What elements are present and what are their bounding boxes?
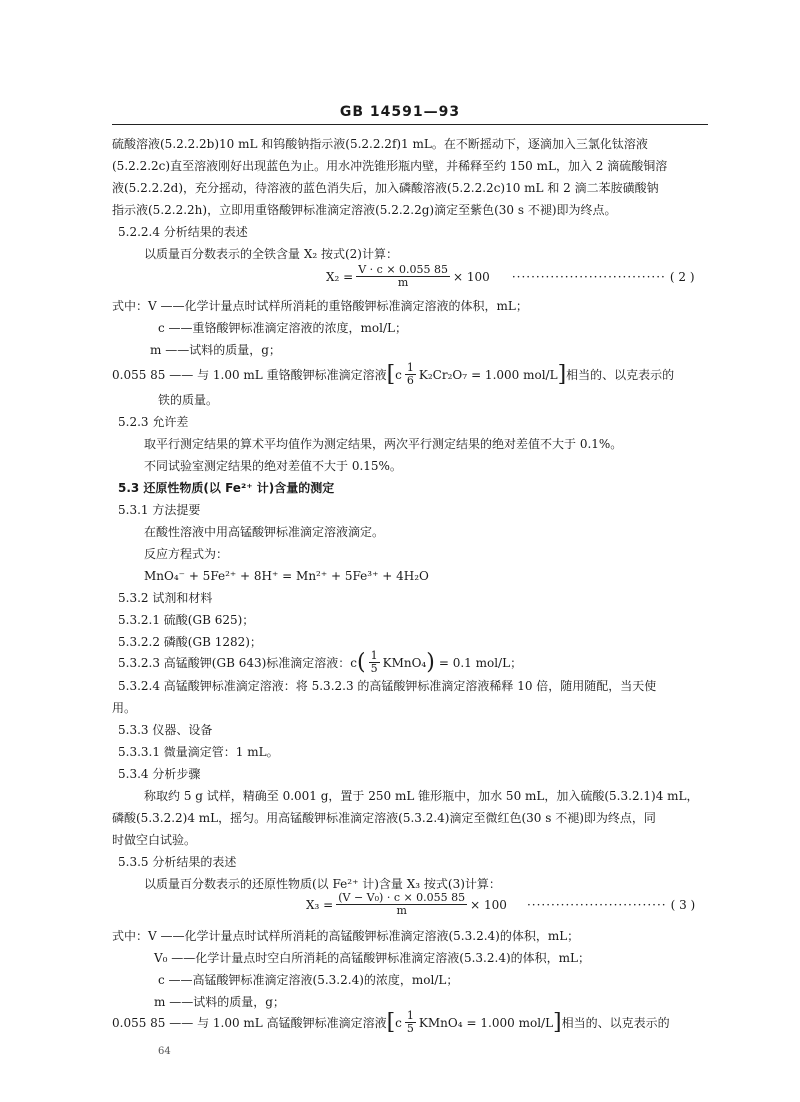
page-header-title: GB 14591—93 bbox=[339, 104, 461, 120]
equation-denominator: m bbox=[397, 276, 409, 289]
para-line: (5.2.2.2c)直至溶液刚好出现蓝色为止。用水冲洗锥形瓶内壁，并稀释至约 150 mL，加入 2 滴硫酸铜溶 bbox=[112, 159, 668, 173]
constant-text-tail: 相当的、以克表示的 bbox=[566, 368, 675, 382]
fraction bbox=[405, 1010, 416, 1035]
equation-lhs: X₂ = bbox=[326, 269, 354, 284]
chemical-formula: K₂Cr₂O₇ bbox=[418, 367, 468, 382]
bracket-open: ( bbox=[357, 649, 366, 675]
concentration-value: = 0.1 mol/L； bbox=[438, 656, 523, 670]
bracket-close: ] bbox=[553, 1009, 562, 1035]
constant-text: 0.055 85 —— 与 1.00 mL 高锰酸钾标准滴定溶液 bbox=[112, 1016, 387, 1030]
equation-3 bbox=[306, 892, 695, 917]
para-line: 不同试验室测定结果的绝对差值不大于 0.15%。 bbox=[144, 459, 402, 473]
list-item-5-3-2-3 bbox=[118, 650, 522, 675]
list-item: 5.3.2.1 硫酸(GB 625)； bbox=[118, 613, 255, 627]
para-line: 称取约 5 g 试样，精确至 0.001 g，置于 250 mL 锥形瓶中，加水 50 mL，加入硫酸(5.3.2.1)4 mL， bbox=[144, 789, 699, 803]
constant-definition bbox=[112, 362, 674, 387]
variable-definition: V₀ ——化学计量点时空白所消耗的高锰酸钾标准滴定溶液(5.3.2.4)的体积，mL； bbox=[154, 951, 590, 965]
concentration-value: = 1.000 mol/L bbox=[466, 1015, 554, 1030]
variable-definition: c ——高锰酸钾标准滴定溶液(5.3.2.4)的浓度，mol/L； bbox=[158, 973, 459, 987]
section-intro: 以质量百分数表示的还原性物质(以 Fe²⁺ 计)含量 X₃ 按式(3)计算： bbox=[144, 877, 501, 891]
header-rule bbox=[112, 124, 708, 125]
para-line: 硫酸溶液(5.2.2.2b)10 mL 和钨酸钠指示液(5.2.2.2f)1 mL。在不断摇动下，逐滴加入三氯化钛溶液 bbox=[112, 137, 648, 151]
equation-lhs: X₃ = bbox=[306, 897, 334, 912]
constant-text-tail: 相当的、以克表示的 bbox=[561, 1016, 670, 1030]
variable-definition: m ——试料的质量，g； bbox=[150, 343, 281, 357]
concentration-symbol: c bbox=[395, 1015, 402, 1030]
equation-fraction bbox=[356, 264, 450, 289]
bracket-close: ) bbox=[426, 649, 435, 675]
equation-numerator: (V − V₀) · c × 0.055 85 bbox=[338, 891, 466, 904]
para-line: 指示液(5.2.2.2h)，立即用重铬酸钾标准滴定溶液(5.2.2.2g)滴定至紫色(30 s 不褪)即为终点。 bbox=[112, 203, 617, 217]
para-line: 反应方程式为： bbox=[144, 547, 229, 561]
section-heading-5-3-5: 5.3.5 分析结果的表述 bbox=[118, 855, 237, 869]
equation-number: ( 3 ) bbox=[670, 897, 696, 912]
leader-dots: ····························· bbox=[526, 897, 667, 912]
fraction-numerator: 1 bbox=[406, 1009, 414, 1022]
section-heading-5-2-2-4: 5.2.2.4 分析结果的表述 bbox=[118, 225, 248, 239]
reaction-equation: MnO₄⁻ + 5Fe²⁺ + 8H⁺ = Mn²⁺ + 5Fe³⁺ + 4H₂O bbox=[144, 569, 429, 583]
section-heading-5-2-3: 5.2.3 允许差 bbox=[118, 415, 189, 429]
section-heading-5-3: 5.3 还原性物质(以 Fe²⁺ 计)含量的测定 bbox=[118, 481, 335, 495]
bracket-close: ] bbox=[557, 361, 567, 387]
list-item: 5.3.2.2 磷酸(GB 1282)； bbox=[118, 635, 262, 649]
list-item-text: 5.3.2.3 高锰酸钾(GB 643)标准滴定溶液：c bbox=[118, 656, 358, 670]
fraction-numerator: 1 bbox=[370, 649, 378, 662]
variable-definition: c ——重铬酸钾标准滴定溶液的浓度，mol/L； bbox=[158, 321, 407, 335]
section-heading-5-3-4: 5.3.4 分析步骤 bbox=[118, 767, 201, 781]
constant-definition-cont: 铁的质量。 bbox=[158, 393, 219, 407]
variable-definition: m ——试料的质量，g； bbox=[154, 995, 285, 1009]
list-item-cont: 用。 bbox=[112, 701, 137, 715]
chemical-formula: KMnO₄ bbox=[418, 1015, 463, 1030]
para-line: 时做空白试验。 bbox=[112, 833, 197, 847]
constant-definition bbox=[112, 1010, 670, 1035]
chemical-formula: KMnO₄ bbox=[382, 655, 427, 670]
section-heading-5-3-2: 5.3.2 试剂和材料 bbox=[118, 591, 213, 605]
equation-rhs: × 100 bbox=[453, 269, 490, 284]
concentration-symbol: c bbox=[395, 367, 402, 382]
constant-text: 0.055 85 —— 与 1.00 mL 重铬酸钾标准滴定溶液 bbox=[112, 368, 387, 382]
bracket-open: [ bbox=[386, 361, 396, 387]
fraction-denominator: 5 bbox=[406, 1022, 414, 1035]
fraction bbox=[369, 650, 380, 675]
list-item: 5.3.3.1 微量滴定管：1 mL。 bbox=[118, 745, 279, 759]
page-number: 64 bbox=[158, 1046, 171, 1057]
fraction-denominator: 6 bbox=[406, 374, 414, 387]
fraction-numerator: 1 bbox=[406, 361, 414, 374]
equation-number: ( 2 ) bbox=[669, 269, 695, 284]
equation-denominator: m bbox=[396, 904, 407, 917]
list-item: 5.3.2.4 高锰酸钾标准滴定溶液：将 5.3.2.3 的高锰酸钾标准滴定溶液稀释 10 倍，随用随配，当天使 bbox=[118, 679, 657, 693]
para-line: 在酸性溶液中用高锰酸钾标准滴定溶液滴定。 bbox=[144, 525, 385, 539]
section-intro: 以质量百分数表示的全铁含量 X₂ 按式(2)计算： bbox=[144, 247, 398, 261]
concentration-value: = 1.000 mol/L bbox=[471, 367, 558, 382]
para-line: 磷酸(5.3.2.2)4 mL，摇匀。用高锰酸钾标准滴定溶液(5.3.2.4)滴定至微红色(30 s 不褪)即为终点，同 bbox=[112, 811, 656, 825]
section-heading-5-3-3: 5.3.3 仪器、设备 bbox=[118, 723, 213, 737]
equation-rhs: × 100 bbox=[470, 897, 507, 912]
equation-fraction bbox=[336, 892, 467, 917]
para-line: 液(5.2.2.2d)，充分摇动，待溶液的蓝色消失后，加入磷酸溶液(5.2.2.2c)10 mL 和 2 滴二苯胺磺酸钠 bbox=[112, 181, 659, 195]
fraction-denominator: 5 bbox=[370, 662, 378, 675]
section-heading-5-3-1: 5.3.1 方法提要 bbox=[118, 503, 201, 517]
variable-definition: 式中：V ——化学计量点时试样所消耗的重铬酸钾标准滴定溶液的体积，mL； bbox=[112, 299, 528, 313]
variable-definition: 式中：V ——化学计量点时试样所消耗的高锰酸钾标准滴定溶液(5.3.2.4)的体积，mL； bbox=[112, 929, 580, 943]
equation-2 bbox=[326, 264, 695, 289]
leader-dots: ································ bbox=[511, 269, 666, 284]
bracket-open: [ bbox=[386, 1009, 396, 1035]
equation-numerator: V · c × 0.055 85 bbox=[358, 263, 449, 276]
fraction bbox=[405, 362, 416, 387]
para-line: 取平行测定结果的算术平均值作为测定结果，两次平行测定结果的绝对差值不大于 0.1%。 bbox=[144, 437, 623, 451]
